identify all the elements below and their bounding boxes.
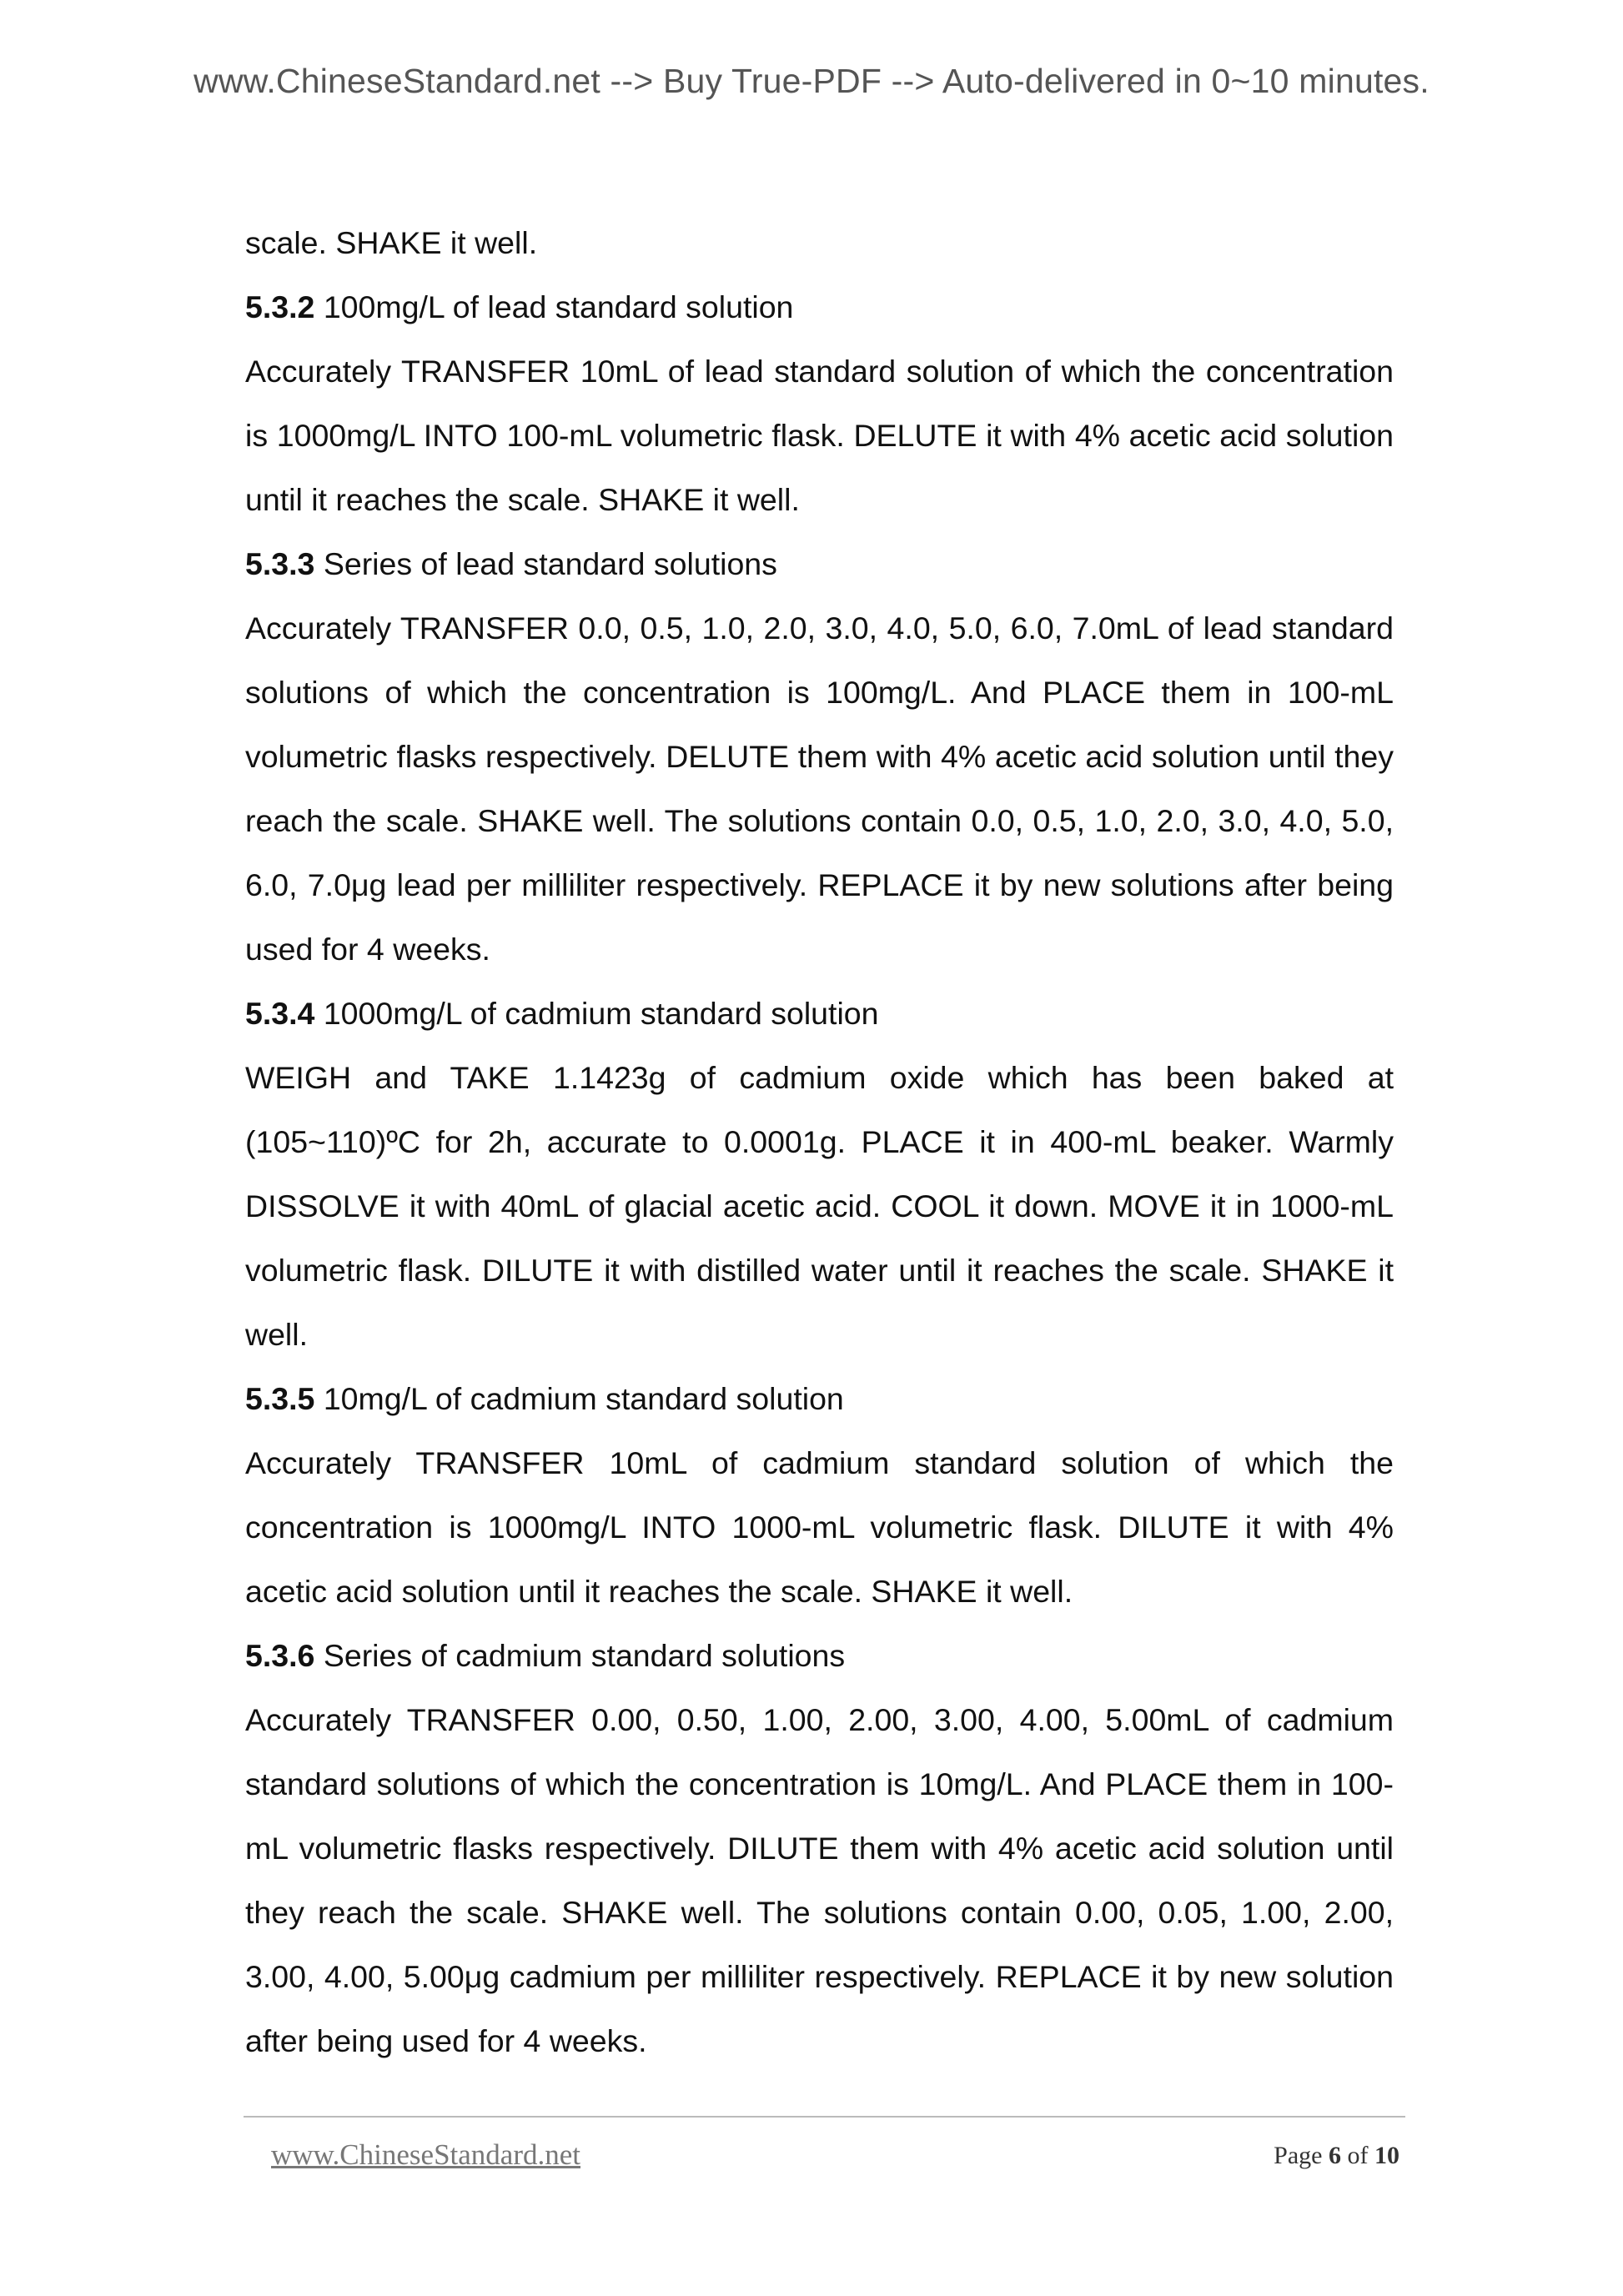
document-body [245, 211, 1394, 2073]
section-number: 5.3.6 [245, 1638, 315, 1673]
section-number: 5.3.4 [245, 996, 315, 1031]
section-heading-5-3-4 [245, 982, 1394, 1046]
section-heading-5-3-3 [245, 532, 1394, 596]
header-banner: www.ChineseStandard.net --> Buy True-PDF --> Auto-delivered in 0~10 minutes. [193, 62, 1430, 100]
section-text-5-3-2: Accurately TRANSFER 10mL of lead standard solution of which the concentration is 1000mg/L INTO 100-mL volumetric flask. DELUTE it with 4% acetic acid solution until it reaches the scale. SHAKE it well. [245, 354, 1394, 517]
footer-divider [244, 2116, 1405, 2118]
section-text-5-3-6: Accurately TRANSFER 0.00, 0.50, 1.00, 2.00, 3.00, 4.00, 5.00mL of cadmium standard solutions of which the concentration is 10mg/L. And PLACE them in 100-mL volumetric flasks respectively. DILUTE them with 4% acetic acid solution until they reach the scale. SHAKE well. The solutions contain 0.00, 0.05, 1.00, 2.00, 3.00, 4.00, 5.00μg cadmium per milliliter respectively. REPLACE it by new solution after being used for 4 weeks. [245, 1702, 1394, 2058]
section-heading-5-3-2 [245, 275, 1394, 339]
section-text-5-3-3: Accurately TRANSFER 0.0, 0.5, 1.0, 2.0, 3.0, 4.0, 5.0, 6.0, 7.0mL of lead standard solutions of which the concentration is 100mg/L. And PLACE them in 100-mL volumetric flasks respectively. DELUTE them with 4% acetic acid solution until they reach the scale. SHAKE well. The solutions contain 0.0, 0.5, 1.0, 2.0, 3.0, 4.0, 5.0, 6.0, 7.0μg lead per milliliter respectively. REPLACE it by new solutions after being used for 4 weeks. [245, 610, 1394, 967]
page-current: 6 [1329, 2142, 1341, 2169]
section-text-5-3-5: Accurately TRANSFER 10mL of cadmium standard solution of which the concentration is 1000mg/L INTO 1000-mL volumetric flask. DILUTE it with 4% acetic acid solution until it reaches the scale. SHAKE it well. [245, 1445, 1394, 1609]
page-of: of [1347, 2142, 1369, 2169]
section-title: 10mg/L of cadmium standard solution [323, 1381, 844, 1416]
section-number: 5.3.2 [245, 289, 315, 324]
footer-site-link[interactable]: www.ChineseStandard.net [271, 2138, 580, 2171]
section-heading-5-3-5 [245, 1367, 1394, 1431]
section-title: Series of lead standard solutions [323, 546, 777, 581]
page-indicator [1274, 2142, 1399, 2170]
page-word: Page [1274, 2142, 1323, 2169]
section-number: 5.3.5 [245, 1381, 315, 1416]
section-text-5-3-4: WEIGH and TAKE 1.1423g of cadmium oxide which has been baked at (105~110)ºC for 2h, accurate to 0.0001g. PLACE it in 400-mL beaker. Warmly DISSOLVE it with 40mL of glacial acetic acid. COOL it down. MOVE it in 1000-mL volumetric flask. DILUTE it with distilled water until it reaches the scale. SHAKE it well. [245, 1060, 1394, 1352]
section-title: Series of cadmium standard solutions [323, 1638, 846, 1673]
intro-paragraph: scale. SHAKE it well. [245, 225, 538, 260]
page-total: 10 [1374, 2142, 1399, 2169]
section-number: 5.3.3 [245, 546, 315, 581]
section-heading-5-3-6 [245, 1624, 1394, 1688]
section-title: 100mg/L of lead standard solution [323, 289, 794, 324]
section-title: 1000mg/L of cadmium standard solution [323, 996, 879, 1031]
